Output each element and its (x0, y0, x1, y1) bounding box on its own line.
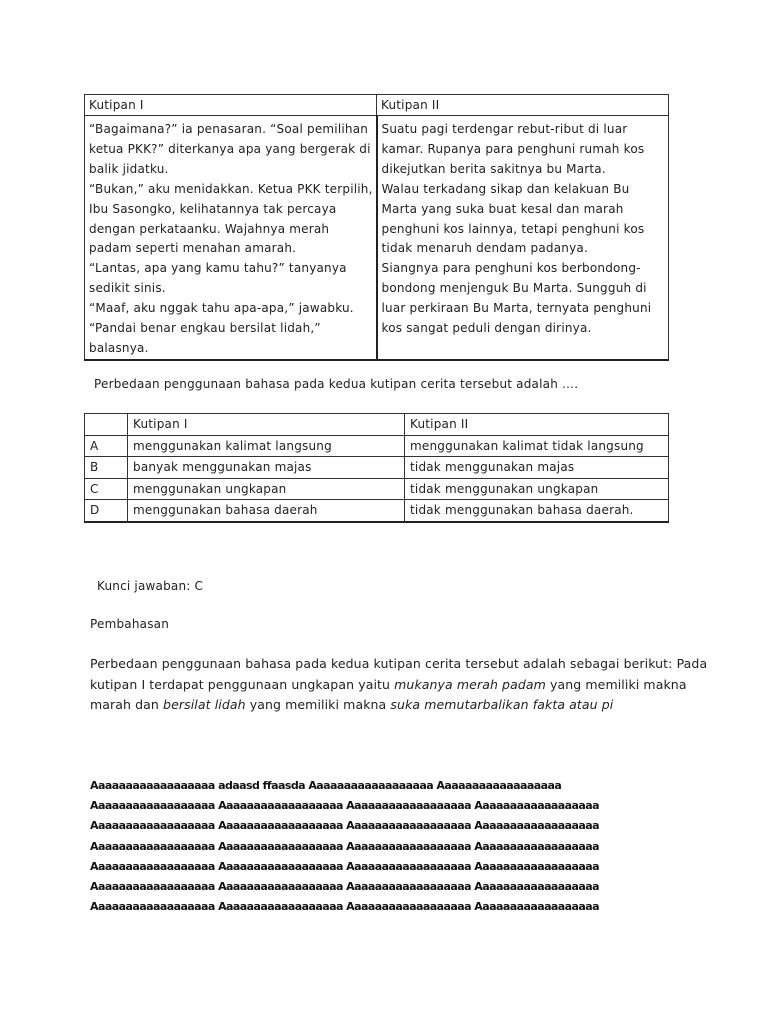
quotes-body-row (85, 116, 669, 360)
option-letter: D (85, 500, 128, 522)
filler-line: Aaaaaaaaaaaaaaaaaa Aaaaaaaaaaaaaaaaaa Aaaaaaaaaaaaaaaaaa Aaaaaaaaaaaaaaaaaa (90, 859, 600, 873)
options-header-letter (85, 414, 128, 436)
kutipan-2-line: Marta yang suka buat kesal dan marah (381, 201, 624, 216)
kutipan-2-line: tidak menaruh dendam padanya. (381, 241, 588, 256)
explanation-text: marah dan (90, 697, 164, 712)
kutipan-2-line: kos sangat peduli dengan dirinya. (381, 321, 592, 336)
option-kutipan-1: banyak menggunakan majas (128, 457, 405, 479)
kutipan-1-line: “Pandai benar engkau bersilat lidah,” (89, 321, 321, 336)
explanation-heading: Pembahasan (90, 617, 170, 631)
kutipan-2-line: penghuni kos lainnya, tetapi penghuni kos (381, 221, 645, 236)
kutipan-1-line: “Lantas, apa yang kamu tahu?” tanyanya (89, 261, 347, 276)
kutipan-1-line: “Bagaimana?” ia penasaran. “Soal pemilihan (89, 122, 369, 136)
option-kutipan-1: menggunakan kalimat langsung (128, 435, 405, 457)
kutipan-1-line: dengan perkataanku. Wajahnya merah (89, 221, 330, 236)
kutipan-1-line: balik jidatku. (89, 161, 169, 176)
quotes-table (84, 94, 669, 361)
explanation-text: kutipan I terdapat penggunaan ungkapan yaitu (90, 676, 395, 692)
kutipan-2-line: dikejutkan berita sakitnya bu Marta. (381, 161, 606, 176)
quotes-header-kutipan-1: Kutipan I (85, 95, 377, 116)
option-row-d (85, 500, 669, 522)
explanation-line: Perbedaan penggunaan bahasa pada kedua kutipan cerita tersebut adalah sebagai berikut: Pada (90, 656, 708, 671)
kutipan-1-line: ketua PKK?” diterkanya apa yang bergerak di (89, 141, 371, 156)
option-row-b (85, 457, 669, 479)
filler-line: Aaaaaaaaaaaaaaaaaa Aaaaaaaaaaaaaaaaaa Aaaaaaaaaaaaaaaaaa Aaaaaaaaaaaaaaaaaa (90, 839, 600, 853)
option-kutipan-2: tidak menggunakan majas (405, 457, 669, 479)
filler-line: Aaaaaaaaaaaaaaaaaa Aaaaaaaaaaaaaaaaaa Aaaaaaaaaaaaaaaaaa Aaaaaaaaaaaaaaaaaa (90, 900, 600, 914)
kutipan-2-text (377, 116, 669, 360)
options-header-kutipan-1: Kutipan I (128, 414, 405, 436)
idiom-mukanya-merah-padam: mukanya merah padam (394, 676, 546, 692)
option-letter: A (85, 435, 128, 457)
options-table (84, 413, 669, 523)
option-kutipan-1: menggunakan ungkapan (128, 478, 405, 500)
answer-key: Kunci jawaban: C (97, 579, 204, 593)
kutipan-1-text (85, 116, 377, 360)
filler-line: Aaaaaaaaaaaaaaaaaa Aaaaaaaaaaaaaaaaaa Aaaaaaaaaaaaaaaaaa Aaaaaaaaaaaaaaaaaa (90, 799, 600, 813)
kutipan-1-line: sedikit sinis. (89, 281, 166, 296)
explanation-text: yang memiliki makna (545, 676, 687, 692)
kutipan-1-line: “Maaf, aku nggak tahu apa-apa,” jawabku. (89, 301, 354, 316)
explanation-paragraph (90, 654, 708, 716)
quotes-header-kutipan-2: Kutipan II (377, 95, 669, 116)
filler-line: Aaaaaaaaaaaaaaaaaa Aaaaaaaaaaaaaaaaaa Aaaaaaaaaaaaaaaaaa Aaaaaaaaaaaaaaaaaa (90, 819, 600, 833)
kutipan-2-line: kamar. Rupanya para penghuni rumah kos (381, 141, 645, 156)
explanation-text: yang memiliki makna (245, 697, 391, 712)
kutipan-2-line: Suatu pagi terdengar rebut-ribut di luar (381, 122, 628, 136)
option-kutipan-2: tidak menggunakan bahasa daerah. (405, 500, 669, 522)
kutipan-2-line: Siangnya para penghuni kos berbondong- (381, 261, 641, 276)
option-kutipan-1: menggunakan bahasa daerah (128, 500, 405, 522)
option-row-c (85, 478, 669, 500)
filler-line: Aaaaaaaaaaaaaaaaaa adaasd ffaasda Aaaaaaaaaaaaaaaaaa Aaaaaaaaaaaaaaaaaa (90, 779, 562, 792)
question-text: Perbedaan penggunaan bahasa pada kedua kutipan cerita tersebut adalah …. (94, 377, 579, 391)
explanation-line (90, 695, 700, 716)
option-kutipan-2: tidak menggunakan ungkapan (405, 478, 669, 500)
filler-text-block (90, 776, 599, 917)
options-header-kutipan-2: Kutipan II (405, 414, 669, 436)
kutipan-2-line: luar perkiraan Bu Marta, ternyata penghuni (381, 301, 652, 316)
kutipan-1-line: padam seperti menahan amarah. (89, 241, 297, 256)
idiom-bersilat-lidah: bersilat lidah (163, 697, 246, 712)
filler-line: Aaaaaaaaaaaaaaaaaa Aaaaaaaaaaaaaaaaaa Aaaaaaaaaaaaaaaaaa Aaaaaaaaaaaaaaaaaa (90, 880, 600, 894)
kutipan-1-line: Ibu Sasongko, kelihatannya tak percaya (89, 201, 337, 216)
explanation-line (90, 675, 700, 696)
kutipan-1-line: balasnya. (89, 340, 149, 355)
option-kutipan-2: menggunakan kalimat tidak langsung (405, 435, 669, 457)
kutipan-2-line: Walau terkadang sikap dan kelakuan Bu (381, 181, 630, 196)
quotes-header-row (85, 95, 669, 116)
idiom-meaning: suka memutarbalikan fakta atau pi (390, 697, 614, 712)
option-letter: B (85, 457, 128, 479)
kutipan-1-line: “Bukan,” aku menidakkan. Ketua PKK terpilih, (89, 181, 373, 196)
options-header-row (85, 414, 669, 436)
option-row-a (85, 435, 669, 457)
option-letter: C (85, 478, 128, 500)
kutipan-2-line: bondong menjenguk Bu Marta. Sungguh di (381, 281, 647, 296)
